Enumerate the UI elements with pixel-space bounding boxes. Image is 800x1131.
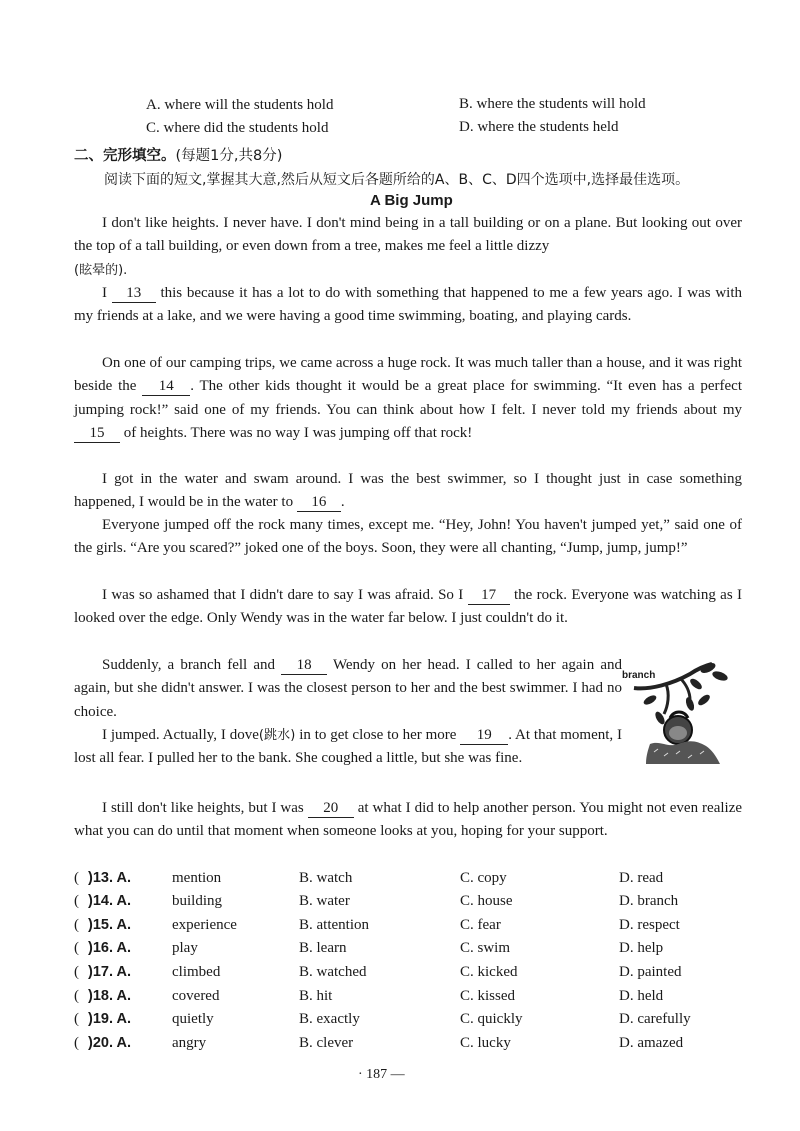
option-a: A. where will the students hold <box>146 97 334 113</box>
choice-a[interactable]: experience <box>172 917 237 933</box>
question-number: )15. A. <box>88 917 131 933</box>
answer-paren[interactable]: ( <box>74 940 79 956</box>
p1-gloss: (眩晕的). <box>74 262 128 278</box>
p1-text: I don't like heights. I never have. I don't mind being in a tall building or on a plane. But looking out over the top of a tall building, or even down from a tree, makes me feel a little dizzy <box>74 215 742 255</box>
page-number: · 187 — <box>358 1067 405 1082</box>
paragraph-7 <box>74 654 622 724</box>
choice-b[interactable]: B. learn <box>299 940 347 956</box>
choice-b[interactable]: B. clever <box>299 1035 354 1051</box>
section-heading <box>74 144 282 165</box>
section-score-note: (每题1分,共8分) <box>175 148 283 164</box>
question-number: )14. A. <box>88 893 131 909</box>
choice-b[interactable]: B. exactly <box>299 1011 360 1027</box>
choice-a[interactable]: play <box>172 940 198 956</box>
p8-gloss: (跳水) <box>258 728 296 743</box>
answer-paren[interactable]: ( <box>74 964 79 980</box>
p3-text-mid: . The other kids thought it would be a great place for swimming. “It even has a perfect jumping rock!” said one of my friends. You can think about how I felt. I never told my friends about my <box>74 378 743 418</box>
option-b: B. where the students will hold <box>459 96 646 112</box>
choice-d[interactable]: D. painted <box>619 964 682 980</box>
question-row <box>74 940 754 962</box>
choice-b[interactable]: B. attention <box>299 917 369 933</box>
answer-paren[interactable]: ( <box>74 917 79 933</box>
choice-c[interactable]: C. house <box>460 893 513 909</box>
paragraph-9 <box>74 797 742 844</box>
choice-a[interactable]: quietly <box>172 1011 214 1027</box>
paragraph-4 <box>74 468 742 515</box>
p2-text-after: this because it has a lot to do with something that happened to me a few years ago. I was with my friends at a lake, and we were having a good time swimming, boating, and playing cards. <box>74 285 743 325</box>
blank-16[interactable]: 16 <box>297 494 341 512</box>
p4-text-after: . <box>340 494 345 511</box>
question-row <box>74 870 754 892</box>
question-number: )13. A. <box>88 870 131 886</box>
choice-c[interactable]: C. lucky <box>460 1035 511 1051</box>
paragraph-3 <box>74 352 742 445</box>
blank-14[interactable]: 14 <box>142 378 190 396</box>
blank-18[interactable]: 18 <box>281 657 327 675</box>
choice-c[interactable]: C. kicked <box>460 964 518 980</box>
question-row <box>74 964 754 986</box>
p8-text-before: I jumped. Actually, I dove <box>102 727 259 743</box>
choice-a[interactable]: building <box>172 893 223 909</box>
p4-text-before: I got in the water and swam around. I was the best swimmer, so I thought just in case something happened, I would be in the water to <box>74 471 742 511</box>
choice-b[interactable]: B. watch <box>299 870 353 886</box>
p9-text-after: at what I did to help another person. You might not even realize what you can do until that moment when someone looks at you, hoping for your support. <box>74 800 743 840</box>
p7-text-after: Wendy on her head. I called to her again and again, but she didn't answer. I was the closest person to her and the best swimmer. I had no choice. <box>74 657 622 720</box>
p7-text-before: Suddenly, a branch fell and <box>102 657 275 673</box>
choice-a[interactable]: climbed <box>172 964 221 980</box>
answer-paren[interactable]: ( <box>74 988 79 1004</box>
p3-text-before: On one of our camping trips, we came across a huge rock. It was much taller than a house, and it was right beside the <box>74 355 742 395</box>
option-d: D. where the students held <box>459 119 619 135</box>
question-row <box>74 917 754 939</box>
question-row <box>74 1011 754 1033</box>
choice-c[interactable]: C. copy <box>460 870 507 886</box>
section-heading-text: 二、完形填空。 <box>74 148 176 164</box>
blank-13[interactable]: 13 <box>112 285 156 303</box>
choice-b[interactable]: B. watched <box>299 964 367 980</box>
option-c: C. where did the students hold <box>146 120 329 136</box>
choice-d[interactable]: D. respect <box>619 917 680 933</box>
question-number: )20. A. <box>88 1035 131 1051</box>
choice-c[interactable]: C. swim <box>460 940 511 956</box>
p6-text-after: the rock. Everyone was watching as I looked over the edge. Only Wendy was in the water far below. I just couldn't do it. <box>74 587 742 627</box>
choice-a[interactable]: angry <box>172 1035 207 1051</box>
paragraph-8 <box>74 724 622 771</box>
question-number: )17. A. <box>88 964 131 980</box>
question-number: )19. A. <box>88 1011 131 1027</box>
blank-15[interactable]: 15 <box>74 425 120 443</box>
figure-label: branch <box>622 670 656 681</box>
choice-c[interactable]: C. kissed <box>460 988 516 1004</box>
answer-paren[interactable]: ( <box>74 1035 79 1051</box>
paragraph-5 <box>74 514 742 561</box>
blank-19[interactable]: 19 <box>460 727 508 745</box>
choice-d[interactable]: D. carefully <box>619 1011 691 1027</box>
choice-d[interactable]: D. read <box>619 870 664 886</box>
p6-text-before: I was so ashamed that I didn't dare to say I was afraid. So I <box>102 587 464 603</box>
blank-20[interactable]: 20 <box>308 800 354 818</box>
blank-17[interactable]: 17 <box>468 587 510 605</box>
branch-illustration <box>620 660 730 770</box>
choice-d[interactable]: D. held <box>619 988 664 1004</box>
choice-d[interactable]: D. amazed <box>619 1035 684 1051</box>
question-row <box>74 893 754 915</box>
answer-paren[interactable]: ( <box>74 870 79 886</box>
answer-paren[interactable]: ( <box>74 1011 79 1027</box>
passage-title: A Big Jump <box>370 192 453 209</box>
choice-d[interactable]: D. branch <box>619 893 679 909</box>
question-number: )16. A. <box>88 940 131 956</box>
question-row <box>74 988 754 1010</box>
paragraph-6 <box>74 584 742 631</box>
section-instruction: 阅读下面的短文,掌握其大意,然后从短文后各题所给的A、B、C、D四个选项中,选择最佳选项。 <box>104 172 690 188</box>
choice-c[interactable]: C. quickly <box>460 1011 523 1027</box>
p5-text: Everyone jumped off the rock many times, except me. “Hey, John! You haven't jumped yet,” said one of the girls. “Are you scared?” joked one of the boys. Soon, they were all chanting, “Jump, jump, jump!” <box>74 517 742 557</box>
choice-d[interactable]: D. help <box>619 940 664 956</box>
question-row <box>74 1035 754 1057</box>
paragraph-1 <box>74 212 742 282</box>
choice-a[interactable]: mention <box>172 870 222 886</box>
p3-text-after: of heights. There was no way I was jumping off that rock! <box>123 424 473 441</box>
p8-text-mid: in to get close to her more <box>299 727 457 743</box>
question-number: )18. A. <box>88 988 131 1004</box>
choice-c[interactable]: C. fear <box>460 917 501 933</box>
p8-text-after: . At that moment, I lost all fear. I pulled her to the bank. She coughed a little, but she was fine. <box>74 727 622 767</box>
paragraph-2 <box>74 282 742 329</box>
p2-text-before: I <box>102 285 107 301</box>
choice-b[interactable]: B. hit <box>299 988 333 1004</box>
p9-text-before: I still don't like heights, but I was <box>102 800 304 816</box>
choice-b[interactable]: B. water <box>299 893 350 909</box>
answer-paren[interactable]: ( <box>74 893 79 909</box>
choice-a[interactable]: covered <box>172 988 220 1004</box>
